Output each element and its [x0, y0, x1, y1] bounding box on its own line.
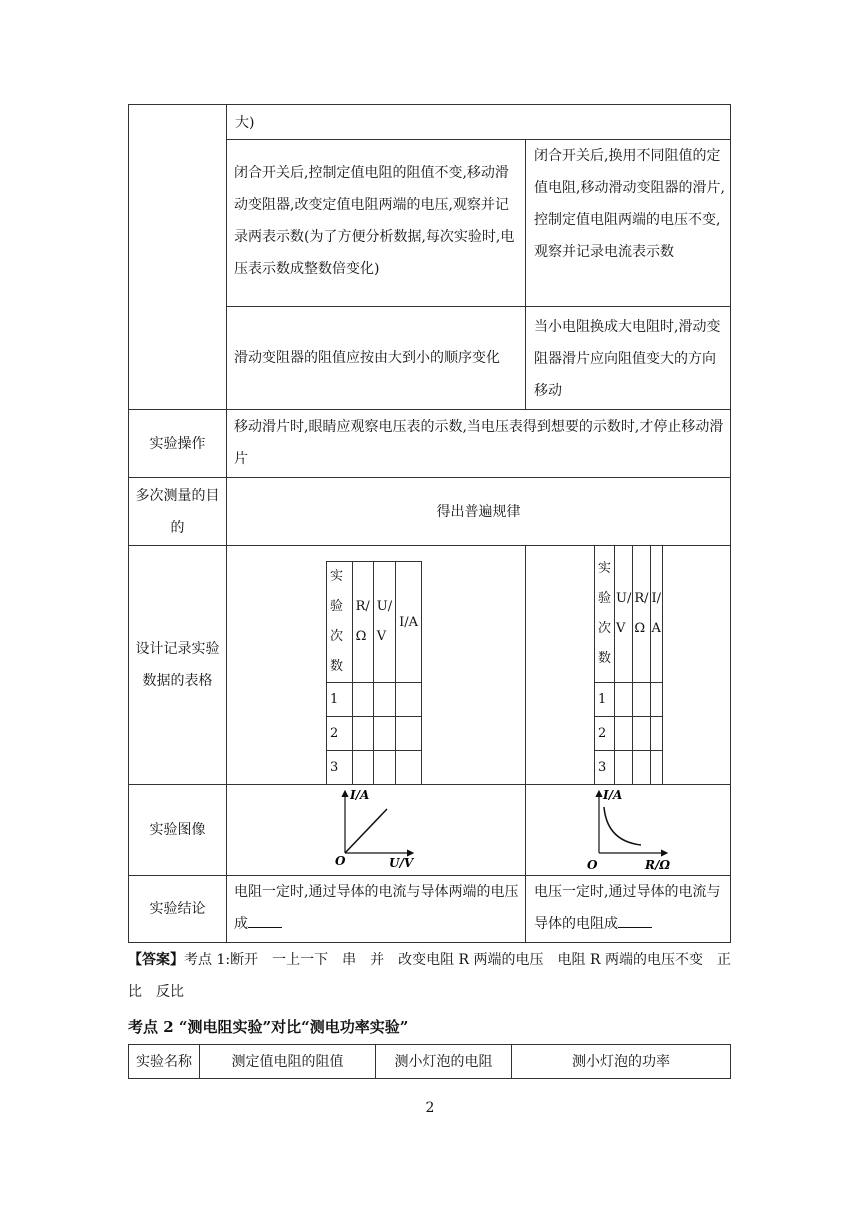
- row0-content-cell: [226, 104, 731, 140]
- y-label: I/A: [603, 788, 623, 802]
- section2-th-0-label: 实验名称: [136, 1053, 192, 1070]
- origin-label: O: [335, 854, 346, 868]
- row3-label-cell: [128, 409, 227, 478]
- row3-label: 实验操作: [149, 435, 206, 452]
- right-th-3: I/A: [650, 546, 663, 683]
- origin-label: O: [587, 858, 598, 872]
- y-label: I/A: [350, 788, 370, 802]
- inverse-curve: [604, 807, 641, 845]
- row7-left-cell: [226, 875, 526, 943]
- row4-label-cell: [128, 477, 227, 546]
- row5-label-cell: [128, 545, 227, 785]
- right-row-2: 2: [595, 717, 615, 751]
- row4-content-cell: [226, 477, 731, 546]
- graph-i-r: [585, 785, 685, 875]
- section2-th-1: [199, 1044, 376, 1079]
- row7-right-text: 电压一定时,通过导体的电流与导体的电阻成: [534, 884, 721, 932]
- answer-blank-right: [618, 913, 652, 928]
- answer-text: 考点 1:断开 一上一下 串 并 改变电阻 R 两端的电压 电阻 R 两端的电压不变 正比 反比: [128, 952, 731, 1000]
- section2-th-3-label: 测小灯泡的功率: [572, 1053, 670, 1070]
- row7-label: 实验结论: [149, 901, 206, 917]
- row1-right-text: 闭合开关后,换用不同阻值的定值电阻,移动滑动变阻器的滑片,控制定值电阻两端的电压不变,观察并记录电流表示数: [534, 148, 725, 260]
- left-row-2: 2: [327, 717, 353, 751]
- left-th-3: I/A: [396, 562, 422, 683]
- row4-content: 得出普遍规律: [436, 503, 521, 520]
- answer-prefix: 【答案】: [128, 952, 184, 968]
- section2-th-2: [375, 1044, 512, 1079]
- right-th-0: 实验次数: [595, 546, 615, 683]
- section2-th-1-label: 测定值电阻的阻值: [231, 1053, 344, 1070]
- section2-th-0: [128, 1044, 200, 1079]
- row7-label-cell: [128, 875, 227, 943]
- row0-text: 大): [235, 115, 255, 131]
- right-row-3: 3: [595, 751, 615, 785]
- page-number: 2: [425, 1100, 435, 1116]
- left-th-1: R/Ω: [352, 562, 373, 683]
- right-th-2: R/Ω: [633, 546, 650, 683]
- row2-right-text: 当小电阻换成大电阻时,滑动变阻器滑片应向阻值变大的方向移动: [534, 319, 721, 399]
- x-label: R/Ω: [645, 858, 671, 872]
- section2-th-2-label: 测小灯泡的电阻: [394, 1053, 493, 1070]
- answer-blank-left: [248, 913, 282, 928]
- row7-left-text-wrap: [234, 876, 522, 940]
- row7-left-text: 电阻一定时,通过导体的电流与导体两端的电压成: [234, 884, 519, 932]
- proportional-line: [345, 809, 387, 853]
- left-row-3: 3: [327, 751, 353, 785]
- row0-label-cell: [128, 104, 227, 410]
- row1-left-text: 闭合开关后,控制定值电阻的阻值不变,移动滑动变阻器,改变定值电阻两端的电压,观察并记录两表示数(为了方便分析数据,每次实验时,电压表示数成整数倍变化): [234, 165, 515, 277]
- row5-label: 设计记录实验数据的表格: [135, 641, 220, 689]
- row4-label: 多次测量的目的: [135, 487, 220, 536]
- row2-left-cell: [226, 306, 526, 410]
- left-row-1: 1: [327, 683, 353, 717]
- row1-right-cell: [525, 139, 731, 307]
- row2-right-cell: [525, 306, 731, 410]
- row7-right-text-wrap: [534, 876, 726, 940]
- row7-right-cell: [525, 875, 731, 943]
- answer-paragraph: [128, 944, 738, 1008]
- row3-content: 移动滑片时,眼睛应观察电压表的示数,当电压表得到想要的示数时,才停止移动滑片: [234, 419, 724, 467]
- row6-label: 实验图像: [149, 822, 206, 838]
- left-th-2: U/V: [373, 562, 395, 683]
- row3-content-cell: [226, 409, 731, 478]
- row2-left-text: 滑动变阻器的阻值应按由大到小的顺序变化: [234, 350, 500, 366]
- left-th-0: 实验次数: [327, 562, 353, 683]
- right-th-1: U/V: [615, 546, 633, 683]
- record-table-right: [594, 545, 663, 785]
- record-table-left: [326, 561, 422, 785]
- graph-i-u: [325, 785, 425, 875]
- x-label: U/V: [389, 856, 414, 870]
- section2-th-3: [511, 1044, 731, 1079]
- right-row-1: 1: [595, 683, 615, 717]
- row1-left-cell: [226, 139, 526, 307]
- row6-label-cell: [128, 784, 227, 876]
- section2-heading: 考点 2 “测电阻实验”对比“测电功率实验”: [128, 1018, 409, 1036]
